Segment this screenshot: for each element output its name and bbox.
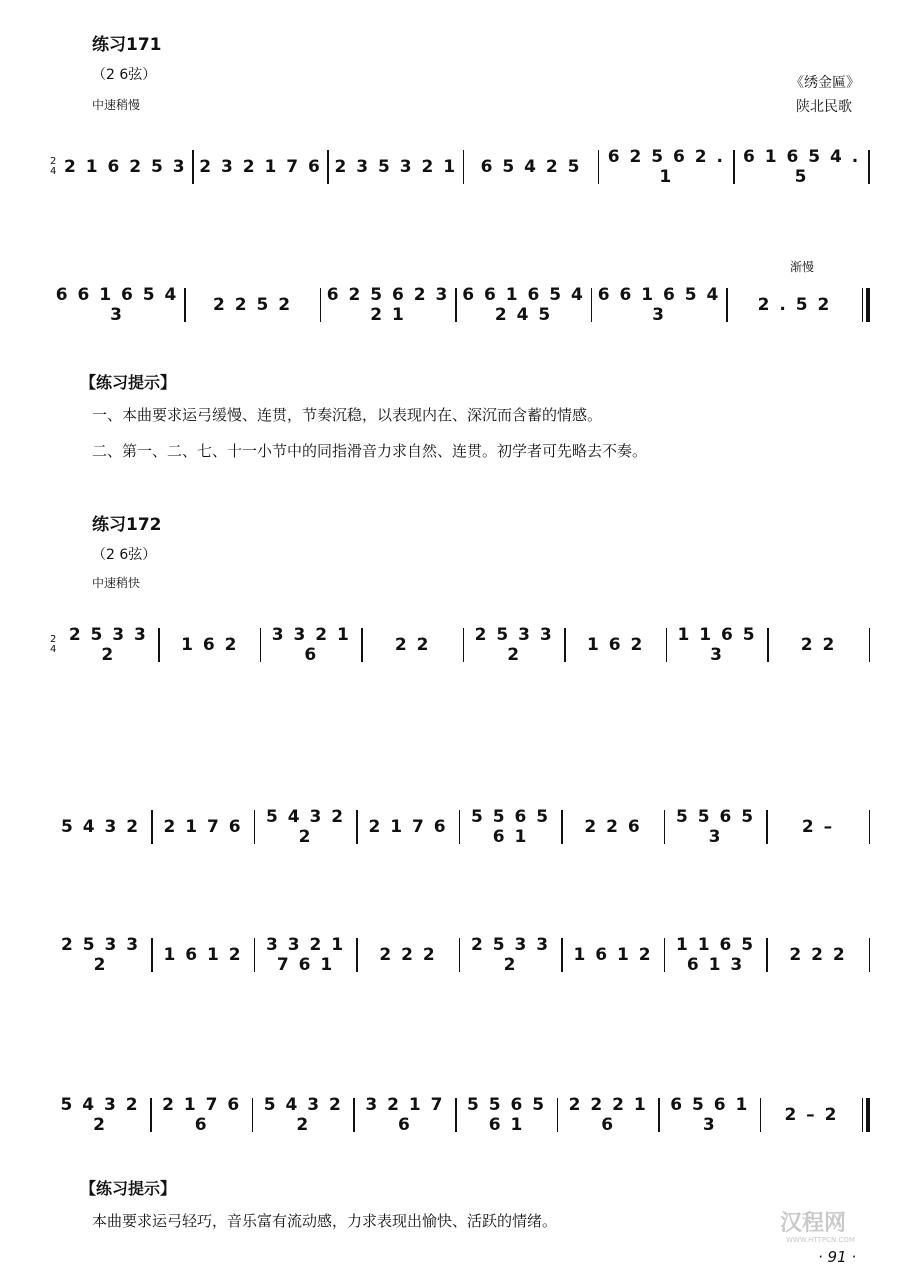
exercise-172-title: 练习172 (92, 515, 162, 535)
page-number: · 91 · (818, 1248, 857, 1266)
measure: 2 2 2 (379, 945, 437, 965)
ex172-staff-row-3 (50, 935, 870, 975)
measure: 2 5 3 3 2 (470, 935, 551, 975)
measure: 1 1 6 5 3 (677, 625, 757, 665)
final-barline (862, 288, 871, 322)
watermark-url: WWW.HTTPCN.COM (786, 1236, 855, 1244)
measure: 1 6 2 (586, 635, 645, 655)
measure: 6 1 6 5 4 . 5 (742, 147, 861, 187)
measure: 2 3 2 1 7 6 (199, 157, 322, 177)
measure: 2 . 5 2 (757, 295, 832, 315)
tempo-marking-end: 渐慢 (790, 260, 815, 274)
exercise-171-tempo: 中速稍慢 (92, 98, 141, 112)
measure: 6 6 1 6 5 4 2 4 5 (462, 285, 585, 325)
measure: 2 2 2 (789, 945, 847, 965)
measure: 2 1 7 6 (368, 817, 448, 837)
barline (869, 938, 871, 972)
tips-171-line-1: 一、本曲要求运弓缓慢、连贯，节奏沉稳，以表现内在、深沉而含蓄的情感。 (92, 406, 603, 424)
measure: 2 5 3 3 2 (60, 935, 141, 975)
measure: 6 5 6 1 3 (670, 1095, 750, 1135)
measure: 2 – (801, 817, 835, 837)
tips-171-heading: 【练习提示】 (80, 373, 177, 392)
measure: 1 1 6 5 6 1 3 (675, 935, 756, 975)
measure: 5 5 6 5 6 1 (470, 807, 551, 847)
measure: 3 3 2 1 7 6 1 (265, 935, 346, 975)
measure: 2 2 2 1 6 (568, 1095, 648, 1135)
tips-172-line-1: 本曲要求运弓轻巧，音乐富有流动感，力求表现出愉快、活跃的情绪。 (92, 1212, 558, 1230)
watermark-logo: 汉程网 (780, 1211, 847, 1236)
measure: 2 2 (800, 635, 837, 655)
measure: 2 1 6 2 5 3 (63, 157, 187, 177)
measure: 5 5 6 5 6 1 (467, 1095, 547, 1135)
barline (869, 628, 871, 662)
ex172-staff-row-1 (50, 625, 870, 665)
ex172-staff-row-2 (50, 807, 870, 847)
exercise-172-tempo: 中速稍快 (92, 576, 141, 590)
time-signature: 2 4 (50, 156, 57, 177)
final-barline (862, 1098, 871, 1132)
barline (868, 150, 870, 184)
ex171-staff-row-2 (50, 285, 870, 325)
measure: 2 2 6 (584, 817, 642, 837)
measure: 5 4 3 2 2 (265, 807, 346, 847)
tips-172-heading: 【练习提示】 (80, 1179, 177, 1198)
ex171-staff-row-1 (50, 147, 870, 187)
exercise-171-title: 练习171 (92, 35, 162, 55)
measure: 2 5 3 3 2 (474, 625, 554, 665)
song-title: 《绣金匾》 (790, 75, 860, 91)
time-signature: 2 4 (50, 634, 57, 655)
measure: 1 6 1 2 (573, 945, 653, 965)
measure: 3 3 2 1 6 (271, 625, 351, 665)
exercise-172-strings: （2 6弦） (92, 547, 157, 563)
measure: 2 3 5 3 2 1 (334, 157, 458, 177)
measure: 3 2 1 7 6 (365, 1095, 445, 1135)
measure: 6 2 5 6 2 3 2 1 (326, 285, 450, 325)
ex172-staff-row-4 (50, 1095, 870, 1135)
measure: 5 4 3 2 2 (263, 1095, 343, 1135)
measure: 6 6 1 6 5 4 3 (55, 285, 179, 325)
measure: 5 4 3 2 2 (60, 1095, 140, 1135)
measure: 2 2 5 2 (212, 295, 293, 315)
measure: 6 5 4 2 5 (480, 157, 582, 177)
exercise-171-strings: （2 6弦） (92, 67, 157, 83)
measure: 1 6 2 (181, 635, 239, 655)
barline (869, 810, 871, 844)
song-origin: 陕北民歌 (796, 99, 852, 115)
tips-171-line-2: 二、第一、二、七、十一小节中的同指滑音力求自然、连贯。初学者可先略去不奏。 (92, 442, 648, 460)
measure: 5 4 3 2 (60, 817, 141, 837)
measure: 1 6 1 2 (163, 945, 243, 965)
measure: 2 1 7 6 6 (162, 1095, 242, 1135)
measure: 6 2 5 6 2 . 1 (607, 147, 725, 187)
measure: 2 1 7 6 (163, 817, 243, 837)
measure: 2 – 2 (784, 1105, 839, 1125)
measure: 6 6 1 6 5 4 3 (597, 285, 721, 325)
measure: 5 5 6 5 3 (675, 807, 756, 847)
measure: 2 2 (394, 635, 431, 655)
measure: 2 5 3 3 2 (68, 625, 148, 665)
